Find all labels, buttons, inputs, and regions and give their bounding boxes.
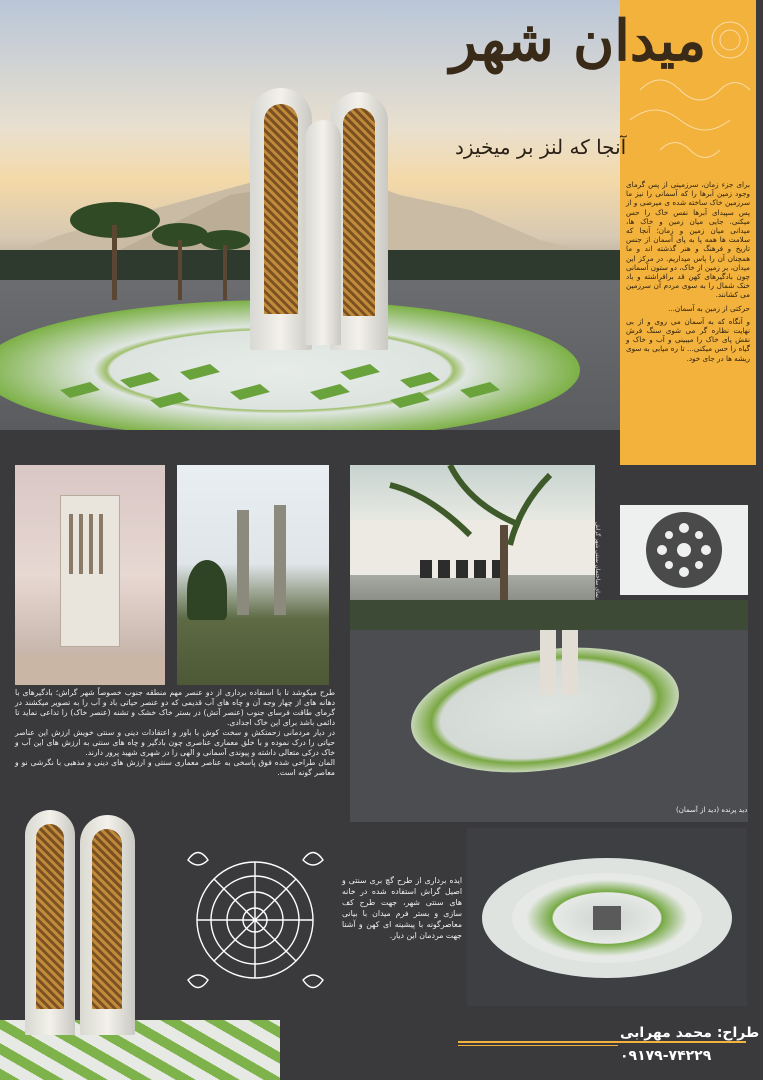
lattice-panel [264,104,298,314]
plaster-pattern-photo [620,505,748,595]
panel-paragraph: حرکتی از زمین به آسمان... [668,303,750,313]
columns-photo [177,465,329,685]
traditional-building-photo [350,465,595,600]
lattice-panel [36,824,64,1009]
description-paragraph: طرح میکوشد تا با استفاده برداری از دو عنصر مهم منطقه جنوب خصوصاً شهر گراش؛ بادگیرهای با دهانه های از چهار وجه آن و چاه های آب قدیمی که دو عنصر حیاتی باد و آب را به تصویر میکشند در گرمای طاقت فرسای جنوب (عنصر آتش) در بستر خاک خشک و تشنه (عنصر خاک) را تداعی نماید تا دائمی باشد برای این خاک اجدادی. [15,688,335,727]
phone-number: ۰۹۱۷۹-۷۴۲۲۹ [620,1048,712,1064]
description-text [15,688,335,778]
poster-title: میدان شهر [450,8,707,74]
tower-left [25,810,75,1035]
description-paragraph: در دیار مردمانی زحمتکش و سخت کوش با باور و اعتقادات دینی و سنتی خویش ارزش این عناصر حیاتی را درک نموده و با خلق معماری عناصری چون بادگیر و چاه های سنتی به ارزش های این آب و خاک درکی متعالی داشته و پیوندی آسمانی و الهی را در شهری شهید پرور دارند. [15,728,335,757]
palm-trees [60,180,260,300]
panel-text [626,180,750,367]
ground [15,655,165,685]
footer-line [458,1045,618,1046]
description-paragraph: المان طراحی شده فوق پاسخی به عناصر معماری سنتی و ارزش های دینی و مذهبی با نگرشی نو و معاصر گونه است. [15,758,335,777]
stone-column [237,510,249,615]
windcatcher-openings [69,514,109,574]
windcatcher-building [60,495,120,647]
tower [562,620,578,695]
designer-name: طراح: محمد مهرابی [620,1025,760,1041]
tower-middle [305,120,341,345]
palm-fronds [350,465,595,600]
poster-subtitle: آنجا که لنز بر میخیزد [455,135,627,159]
rosette-icon [644,510,724,590]
footer-line [458,1041,746,1043]
building-caption: نمای ساختمان سنتی شهر گراش [594,522,600,598]
ornament-drawing-icon [178,840,333,1000]
floor-pattern-text: ایده برداری از طرح گچ بری سنتی و اصیل گراش استفاده شده در خانه های سنتی شهر، جهت طرح کف سازی و بستر فرم میدان با بیانی معاصرگونه با پیشینه ای کهن و آشنا جهت مردمان این دیار. [342,876,462,940]
trees [350,600,748,630]
tower-right [80,815,135,1035]
stone-column [274,505,286,615]
plan-towers [593,906,621,930]
panel-paragraph: برای جزء زمان، سرزمینی از پس گرمای وجود زمین آبرها را که آسمانی را نیز ما سرزمین خاک ساخته شده ی میرضی و از پس سپیدای آبرها نفس خاک را حس میکنی. جایی میان زمین و خاک ها، میدانی میان زمین و زمان؛ آنجا که سلامت ها همه پا به پای آسمان از جنس تاریخ و فرهنگ و هنر گذشته اند و ما همچنان آن را پاس میداریم. در مرکز این میدان، بر زمین از خاک، دو ستون آسمانی چون بادگیرهای کهن قد برافراشته و باد خنک شمال را به سوی مردم آن سرزمین می کشانند. [626,180,750,300]
lattice-panel [92,829,122,1009]
palm [187,560,227,620]
windcatcher-photo [15,465,165,685]
aerial-view-render [350,600,748,822]
tower-left [250,88,312,350]
lattice-panel [343,108,375,316]
panel-paragraph: و آنگاه که به آسمان می روی و از بی نهایت نظاره گر می شوی سنگ فرش نقش پای خاک را میبینی و آب و خاک و گیاه را حس میکنی... تا ره میابی به سوی ریشه ها در جای خود. [626,316,750,363]
tower [540,620,556,695]
aerial-caption: دید پرنده (دید از آسمان) [676,806,748,814]
plan-view-render [467,828,747,1006]
